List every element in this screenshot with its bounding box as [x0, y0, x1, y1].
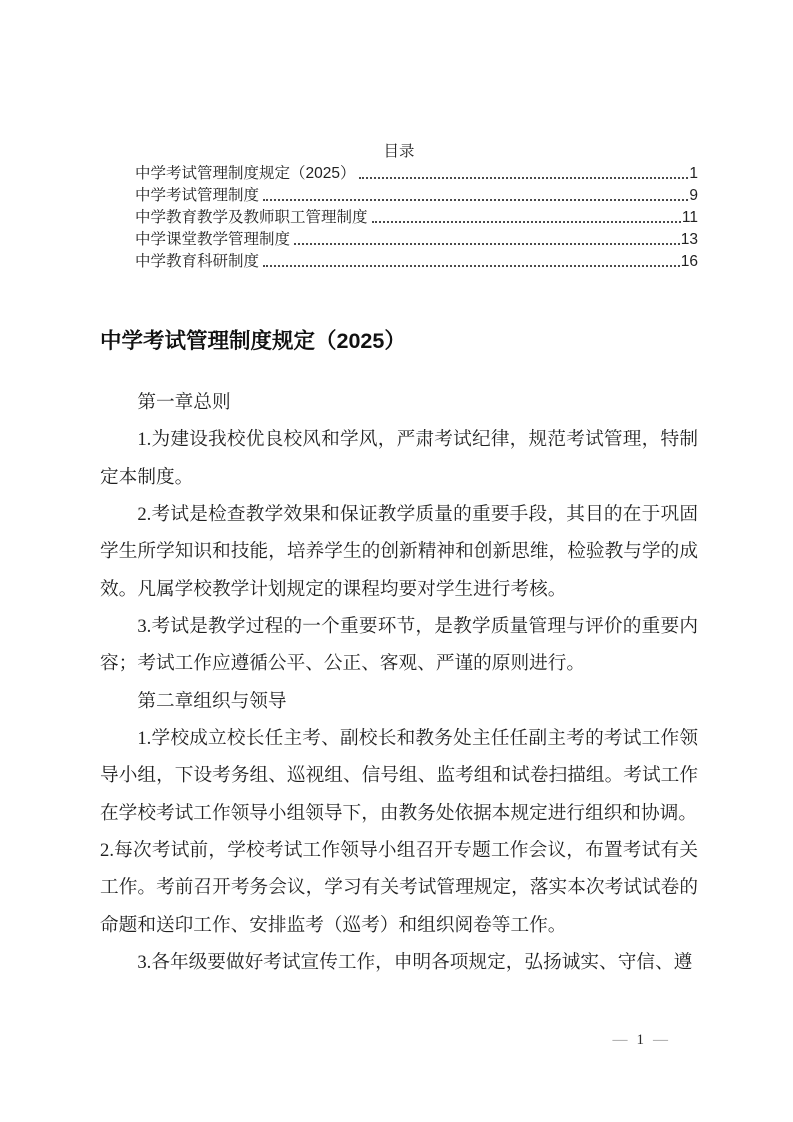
body-text-line: 2.每次考试前，学校考试工作领导小组召开专题工作会议，布置考试有关 — [100, 839, 698, 861]
toc-item — [100, 228, 698, 250]
body-text-line: 在学校考试工作领导小组领导下，由教务处依据本规定进行组织和协调。 — [100, 802, 697, 824]
body-text-line: 工作。考前召开考务会议，学习有关考试管理规定，落实本次考试试卷的 — [100, 877, 698, 899]
chapter-heading: 第一章总则 — [137, 392, 231, 413]
toc-item-label: 中学教育教学及教师职工管理制度 — [135, 209, 368, 226]
chapter-heading: 第二章组织与领导 — [137, 690, 287, 712]
toc-item-page-number: 9 — [689, 187, 698, 204]
toc-leader-dots — [359, 177, 688, 179]
body-text-line: 定本制度。 — [100, 466, 194, 488]
toc-item-label: 中学考试管理制度 — [135, 187, 260, 204]
document-body — [100, 384, 698, 981]
toc-leader-dots — [372, 221, 681, 223]
toc-item-page-number: 11 — [681, 209, 698, 226]
footer-dash-right: — — [653, 1032, 668, 1048]
body-text-line: 1.为建设我校优良校风和学风，严肃考试纪律，规范考试管理，特制 — [137, 429, 698, 451]
toc-item — [100, 250, 698, 272]
body-text-line: 3.考试是教学过程的一个重要环节，是教学质量管理与评价的重要内 — [137, 615, 698, 637]
toc-item-page-number: 16 — [680, 253, 698, 270]
toc-item — [100, 206, 698, 228]
body-text-line: 3.各年级要做好考试宣传工作，申明各项规定，弘扬诚实、守信、遵 — [137, 951, 693, 973]
body-text-line: 效。凡属学校教学计划规定的课程均要对学生进行考核。 — [100, 578, 567, 600]
body-text-line: 命题和送印工作、安排监考（巡考）和组织阅卷等工作。 — [100, 914, 567, 936]
body-text-line: 容；考试工作应遵循公平、公正、客观、严谨的原则进行。 — [100, 653, 586, 675]
table-of-contents — [100, 141, 698, 272]
body-text-line: 2.考试是检查教学效果和保证教学质量的重要手段，其目的在于巩固 — [137, 503, 698, 525]
toc-title: 目录 — [383, 143, 415, 160]
body-text-line: 学生所学知识和技能，培养学生的创新精神和创新思维，检验教与学的成 — [100, 541, 698, 563]
toc-item-page-number: 1 — [689, 165, 698, 182]
toc-leader-dots — [263, 265, 680, 267]
toc-item-label: 中学课堂教学管理制度 — [135, 231, 291, 248]
body-text-line: 导小组，下设考务组、巡视组、信号组、监考组和试卷扫描组。考试工作 — [100, 765, 698, 787]
toc-item-label: 中学考试管理制度规定（2025） — [135, 165, 356, 182]
toc-list — [100, 162, 698, 272]
footer-page-number: 1 — [636, 1032, 644, 1048]
footer-dash-left: — — [612, 1032, 628, 1048]
page-number-footer — [0, 1031, 668, 1049]
body-text-line: 1.学校成立校长任主考、副校长和教务处主任任副主考的考试工作领 — [137, 727, 698, 749]
toc-item-label: 中学教育科研制度 — [135, 253, 260, 270]
toc-leader-dots — [294, 243, 680, 245]
toc-leader-dots — [263, 199, 688, 201]
document-title: 中学考试管理制度规定（2025） — [100, 329, 406, 353]
toc-item — [100, 184, 698, 206]
toc-item-page-number: 13 — [680, 231, 698, 248]
toc-item — [100, 162, 698, 184]
